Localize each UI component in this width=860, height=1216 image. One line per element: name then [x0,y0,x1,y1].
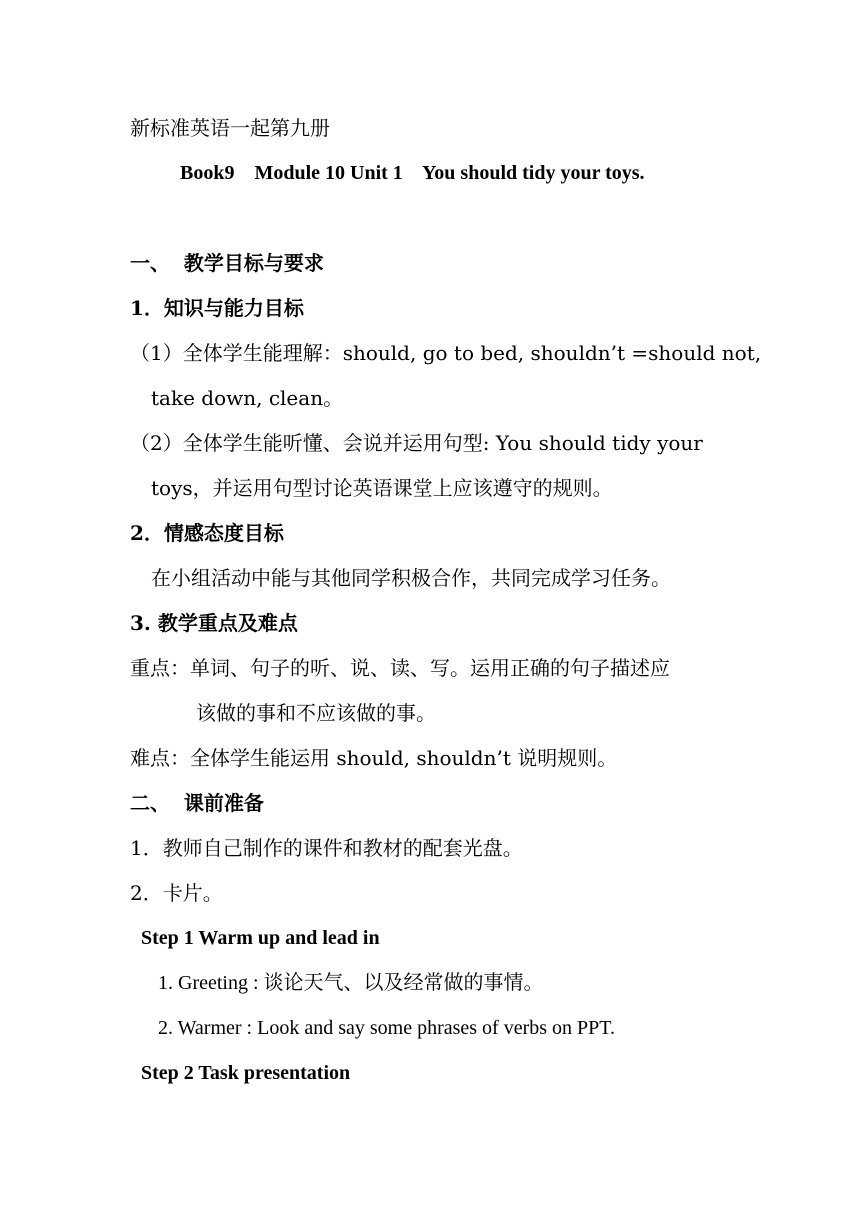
prep-heading: 二、 课前准备 [130,791,264,815]
difficulty-line: 难点：全体学生能运用 should, shouldn’t 说明规则。 [130,746,618,770]
step1-item2: 2. Warmer : Look and say some phrases of verbs on PPT. [158,1017,616,1039]
knowledge-heading: 1．知识与能力目标 [130,296,304,320]
prep-item2: 2．卡片。 [130,881,223,905]
focus-line1: 重点：单词、句子的听、说、读、写。运用正确的句子描述应 [130,656,670,680]
item1-line1: （1）全体学生能理解：should, go to bed, shouldn’t =should not, [130,341,762,365]
lesson-subtitle: Book9 Module 10 Unit 1 You should tidy your toys. [180,162,645,184]
emotion-heading: 2．情感态度目标 [130,521,284,545]
focus-heading: 3. 教学重点及难点 [130,611,298,635]
item2-line2: toys，并运用句型讨论英语课堂上应该遵守的规则。 [151,476,613,500]
textbook-title: 新标准英语一起第九册 [130,116,330,140]
objectives-heading: 一、 教学目标与要求 [130,251,324,275]
item2-line1: （2）全体学生能听懂、会说并运用句型: You should tidy your [130,431,703,455]
emotion-text: 在小组活动中能与其他同学积极合作，共同完成学习任务。 [151,566,671,590]
step1-item1: 1. Greeting : 谈论天气、以及经常做的事情。 [158,972,544,994]
step1-heading: Step 1 Warm up and lead in [141,927,380,949]
focus-line2: 该做的事和不应该做的事。 [196,701,436,725]
step2-heading: Step 2 Task presentation [141,1062,351,1084]
item1-line2: take down, clean。 [151,386,344,410]
prep-item1: 1．教师自己制作的课件和教材的配套光盘。 [130,836,523,860]
